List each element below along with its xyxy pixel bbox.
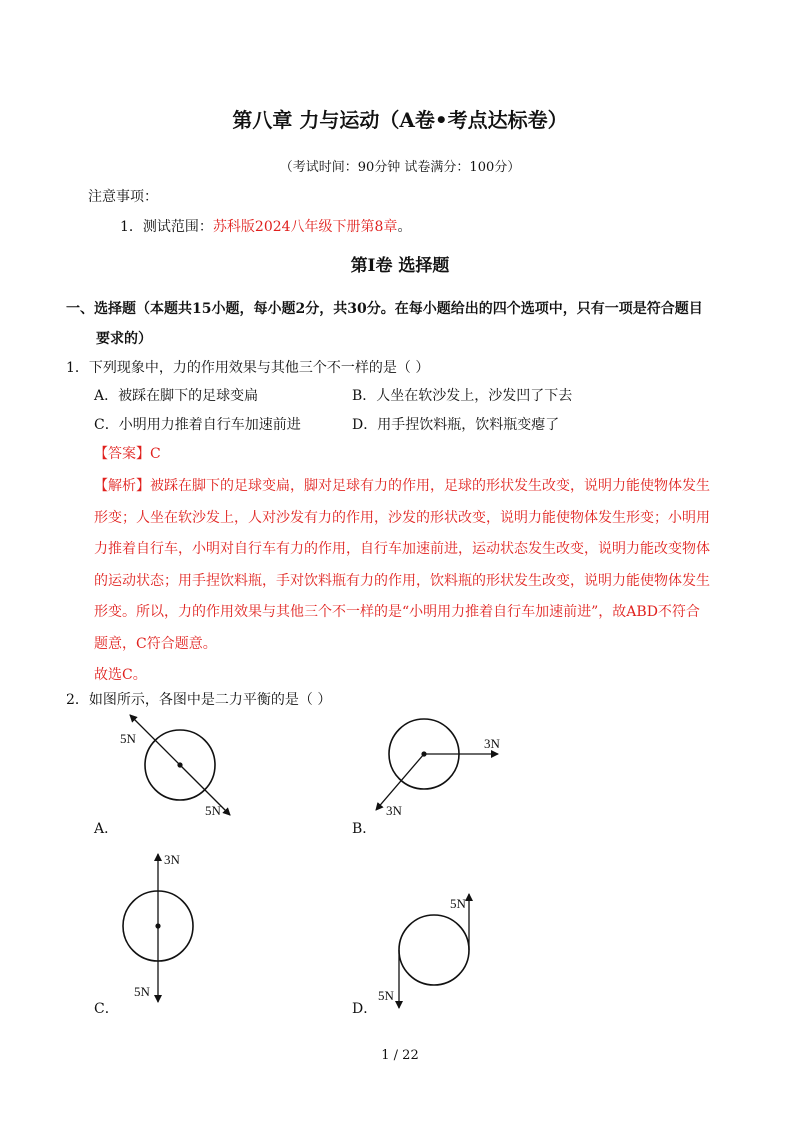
question-1-option-a: A．被踩在脚下的足球变扁 (94, 388, 259, 404)
force-label: 3N (484, 736, 500, 751)
figure-d-diagram (376, 890, 496, 1015)
explanation-line: 形变。所以，力的作用效果与其他三个不一样的是“小明用力推着自行车加速前进”，故ABD不符合 (94, 604, 700, 620)
notes-item-scope: 苏科版2024八年级下册第8章 (212, 219, 398, 235)
question-1-option-d: D．用手捏饮料瓶，饮料瓶变瘪了 (352, 417, 560, 433)
force-label: 3N (164, 852, 180, 867)
figure-d-label: D． (352, 1001, 378, 1017)
explanation-line: 的运动状态；用手捏饮料瓶，手对饮料瓶有力的作用，饮料瓶的形状发生改变，说明力能使物体发生 (94, 572, 710, 589)
question-2-stem: 2．如图所示，各图中是二力平衡的是（ ） (66, 692, 332, 708)
part-intro (66, 294, 726, 354)
force-label: 5N (450, 896, 466, 911)
figure-c-label: C． (94, 1001, 119, 1017)
exam-info: （考试时间：90分钟 试卷满分：100分） (279, 160, 521, 175)
page-number: 1 / 22 (381, 1048, 419, 1063)
explanation-line: 题意，C符合题意。 (94, 635, 217, 652)
force-arrow (130, 715, 180, 765)
part-intro-line2: 要求的） (96, 331, 152, 347)
explanation-line: 力推着自行车，小明对自行车有力的作用，自行车加速前进，运动状态发生改变，说明力能改变物体 (94, 541, 710, 557)
question-1-option-c: C．小明用力推着自行车加速前进 (94, 417, 301, 433)
notes-item (120, 216, 411, 236)
figure-a-diagram (100, 715, 250, 825)
document-title: 第八章 力与运动（A卷•考点达标卷） (232, 108, 568, 132)
figure-a-label: A． (94, 821, 119, 837)
explanation-line: 【解析】被踩在脚下的足球变扁，脚对足球有力的作用，足球的形状发生改变，说明力能使物体发生 (94, 478, 710, 494)
question-1-option-b: B．人坐在软沙发上，沙发凹了下去 (352, 388, 573, 404)
notes-item-prefix: 1．测试范围： (120, 219, 213, 235)
figure-b-diagram (360, 715, 510, 825)
force-label: 3N (386, 803, 402, 818)
explanation-line: 故选C。 (94, 667, 147, 683)
section-title: 第Ⅰ卷 选择题 (350, 256, 450, 276)
part-intro-line1: 一、选择题（本题共15小题，每小题2分，共30分。在每小题给出的四个选项中，只有一项是符合题目 (66, 301, 703, 317)
force-label: 5N (120, 731, 136, 746)
question-1-stem: 1．下列现象中，力的作用效果与其他三个不一样的是（ ） (66, 360, 430, 376)
explanation-line: 形变；人坐在软沙发上，人对沙发有力的作用，沙发的形状改变，说明力能使物体发生形变；小明用 (94, 509, 710, 526)
force-arrow (376, 754, 424, 810)
figure-c-diagram (110, 848, 230, 1008)
object-circle (399, 915, 469, 985)
force-label: 5N (378, 988, 394, 1003)
notes-item-suffix: 。 (397, 219, 412, 235)
figure-b-label: B． (352, 821, 377, 837)
question-1-explanation (94, 471, 734, 692)
question-1-answer: 【答案】C (94, 446, 161, 462)
force-label: 5N (134, 984, 150, 999)
force-label: 5N (205, 803, 221, 818)
notes-heading: 注意事项： (88, 189, 158, 205)
